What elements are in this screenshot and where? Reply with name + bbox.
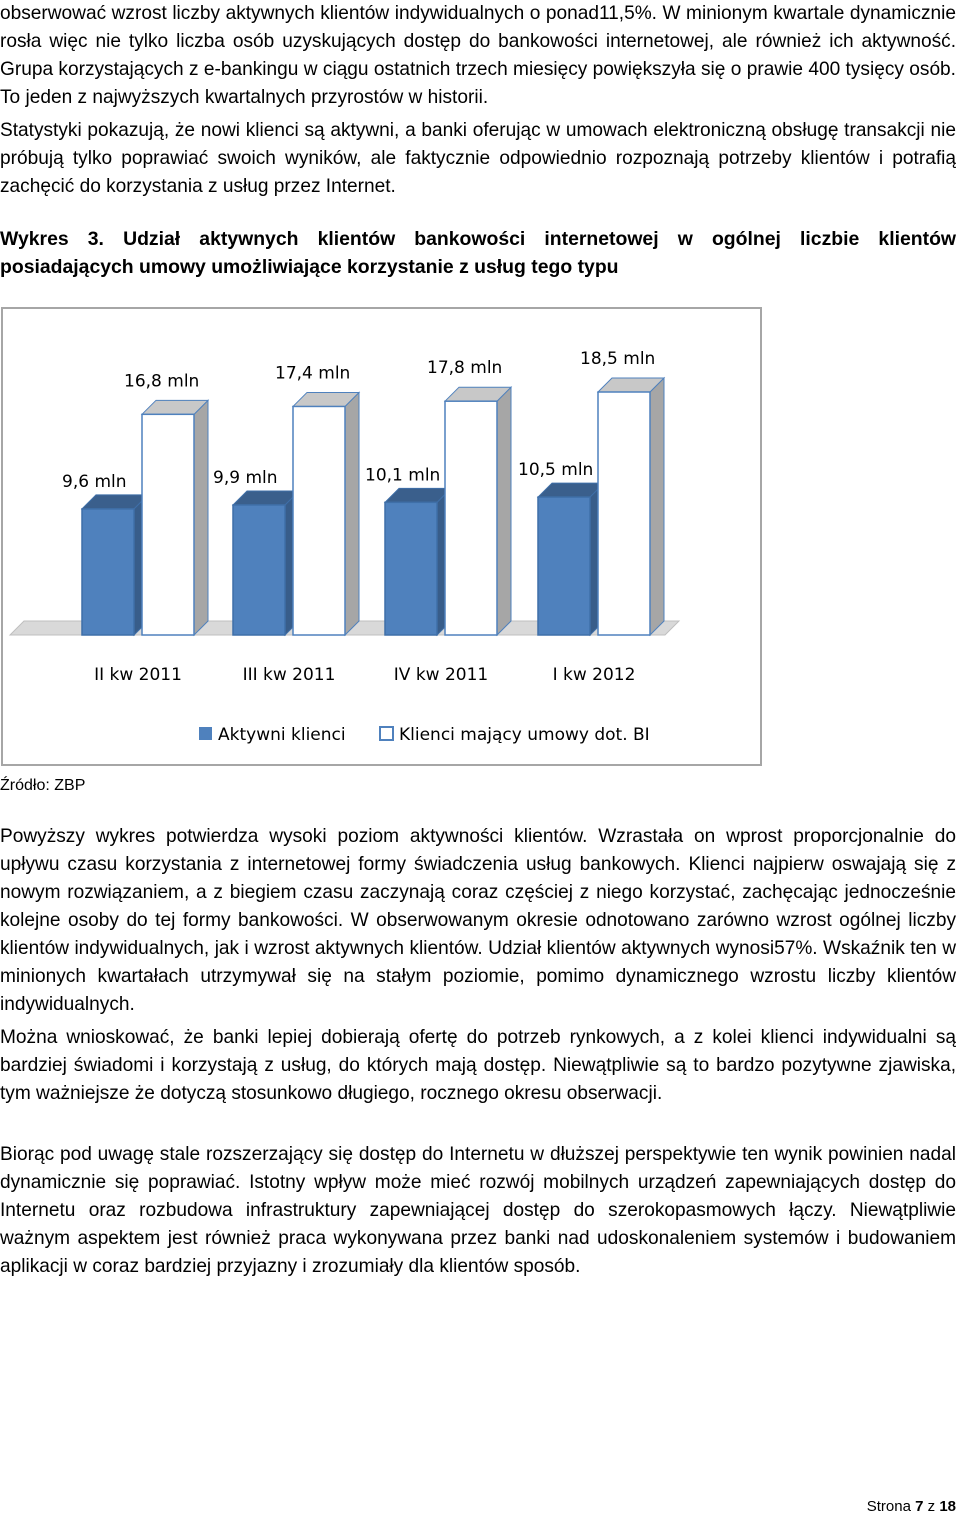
data-label-contracts-3: 17,8 mln (427, 358, 503, 379)
bar-contracts-4-side (650, 378, 664, 635)
data-label-active-2: 9,9 mln (213, 467, 278, 488)
figure-heading: Wykres 3. Udział aktywnych klientów bankowości internetowej w ogólnej liczbie klientów posiadających umowy umożliwiające korzystanie z usług tego typu (0, 228, 956, 278)
data-label-contracts-1: 16,8 mln (124, 371, 200, 392)
bar-contracts-3 (445, 401, 497, 635)
data-label-active-3: 10,1 mln (365, 465, 441, 486)
footer-prefix: Strona (866, 1498, 911, 1515)
x-tick-label-3: IV kw 2011 (393, 665, 489, 685)
bar-contracts-2 (293, 406, 345, 635)
x-tick-label-4: I kw 2012 (552, 665, 636, 685)
x-tick-label-1: II kw 2011 (94, 665, 182, 685)
source-note: Źródło: ZBP (0, 777, 86, 794)
paragraph-analysis: Powyższy wykres potwierdza wysoki poziom aktywności klientów. Wzrastała on wprost proporcjonalnie do upływu czasu korzystania z internetowej formy świadczenia usług bankowych. Klienci najpierw oswajają się z nowym rozwiązaniem, a z biegiem czasu zaczynają coraz częściej z niego korzystać, zachęcając jednocześnie kolejne osoby do tej formy bankowości. W obserwowanym okresie odnotowano zarówno wzrost ogólnej liczby klientów indywidualnych, jak i wzrost aktywnych klientów. Udział klientów aktywnych wynosi57%. Wskaźnik ten w minionych kwartałach utrzymywał się na stałym poziomie, pomimo dynamicznego wzrostu liczby klientów indywidualnych. (0, 826, 956, 1015)
footer-page-number: 7 (915, 1498, 924, 1515)
bar-active-2 (233, 505, 285, 635)
bar-contracts-3-side (497, 387, 511, 635)
page-footer (867, 1498, 956, 1516)
data-label-contracts-4: 18,5 mln (580, 349, 656, 369)
paragraph-outlook: Biorąc pod uwagę stale rozszerzający się dostęp do Internetu w dłuższej perspektywie ten wynik powinien nadal dynamicznie się poprawiać. Istotny wpływ może mieć rozwój mobilnych urządzeń zapewniających dostęp do Internetu oraz rozbudowa infrastruktury zapewniającej dostęp do szerokopasmowych łączy. Niewątpliwie ważnym aspektem jest również praca wykonywana przez banki nad udoskonaleniem systemów i budowaniem aplikacji w coraz bardziej przyjazny i zrozumiały dla klientów sposób. (0, 1144, 956, 1277)
footer-page-total: 18 (939, 1498, 956, 1515)
legend-label-active: Aktywni klienci (218, 725, 346, 745)
bar-contracts-2-side (345, 392, 359, 635)
footer-separator: z (927, 1498, 936, 1515)
legend-swatch-contracts (380, 727, 393, 740)
x-tick-label-2: III kw 2011 (242, 665, 336, 685)
bar-chart (0, 306, 765, 768)
bar-contracts-1 (142, 414, 194, 635)
paragraph-conclusions: Można wnioskować, że banki lepiej dobierają ofertę do potrzeb rynkowych, a z kolei klienci indywidualni są bardziej świadomi i korzystają z usług, do których mają dostęp. Niewątpliwie są to bardzo pozytywne zjawiska, tym ważniejsze że dotyczą stosunkowo długiego, rocznego okresu obserwacji. (0, 1027, 956, 1104)
data-label-active-1: 9,6 mln (62, 471, 127, 492)
bar-active-4 (538, 497, 590, 635)
bar-contracts-1-side (194, 400, 208, 635)
bar-active-1 (82, 509, 134, 635)
data-label-active-4: 10,5 mln (518, 460, 594, 481)
data-label-contracts-2: 17,4 mln (275, 363, 351, 384)
legend-label-contracts: Klienci mający umowy dot. BI (399, 725, 650, 745)
paragraph-intro: obserwować wzrost liczby aktywnych klientów indywidualnych o ponad11,5%. W minionym kwartale dynamicznie rosła więc nie tylko liczba osób uzyskujących dostęp do bankowości internetowej, ale również ich aktywność. Grupa korzystających z e-bankingu w ciągu ostatnich trzech miesięcy powiększyła się o prawie 400 tysięcy osób. To jeden z najwyższych kwartalnych przyrostów w historii. (0, 3, 956, 108)
paragraph-statistics: Statystyki pokazują, że nowi klienci są aktywni, a banki oferując w umowach elektroniczną obsługę transakcji nie próbują tylko poprawiać swoich wyników, ale faktycznie odpowiednio rozpoznają potrzeby klientów i potrafią zachęcić do korzystania z usług przez Internet. (0, 120, 956, 197)
legend-swatch-active (199, 727, 212, 740)
bar-active-3 (385, 502, 437, 635)
bar-contracts-4 (598, 392, 650, 635)
